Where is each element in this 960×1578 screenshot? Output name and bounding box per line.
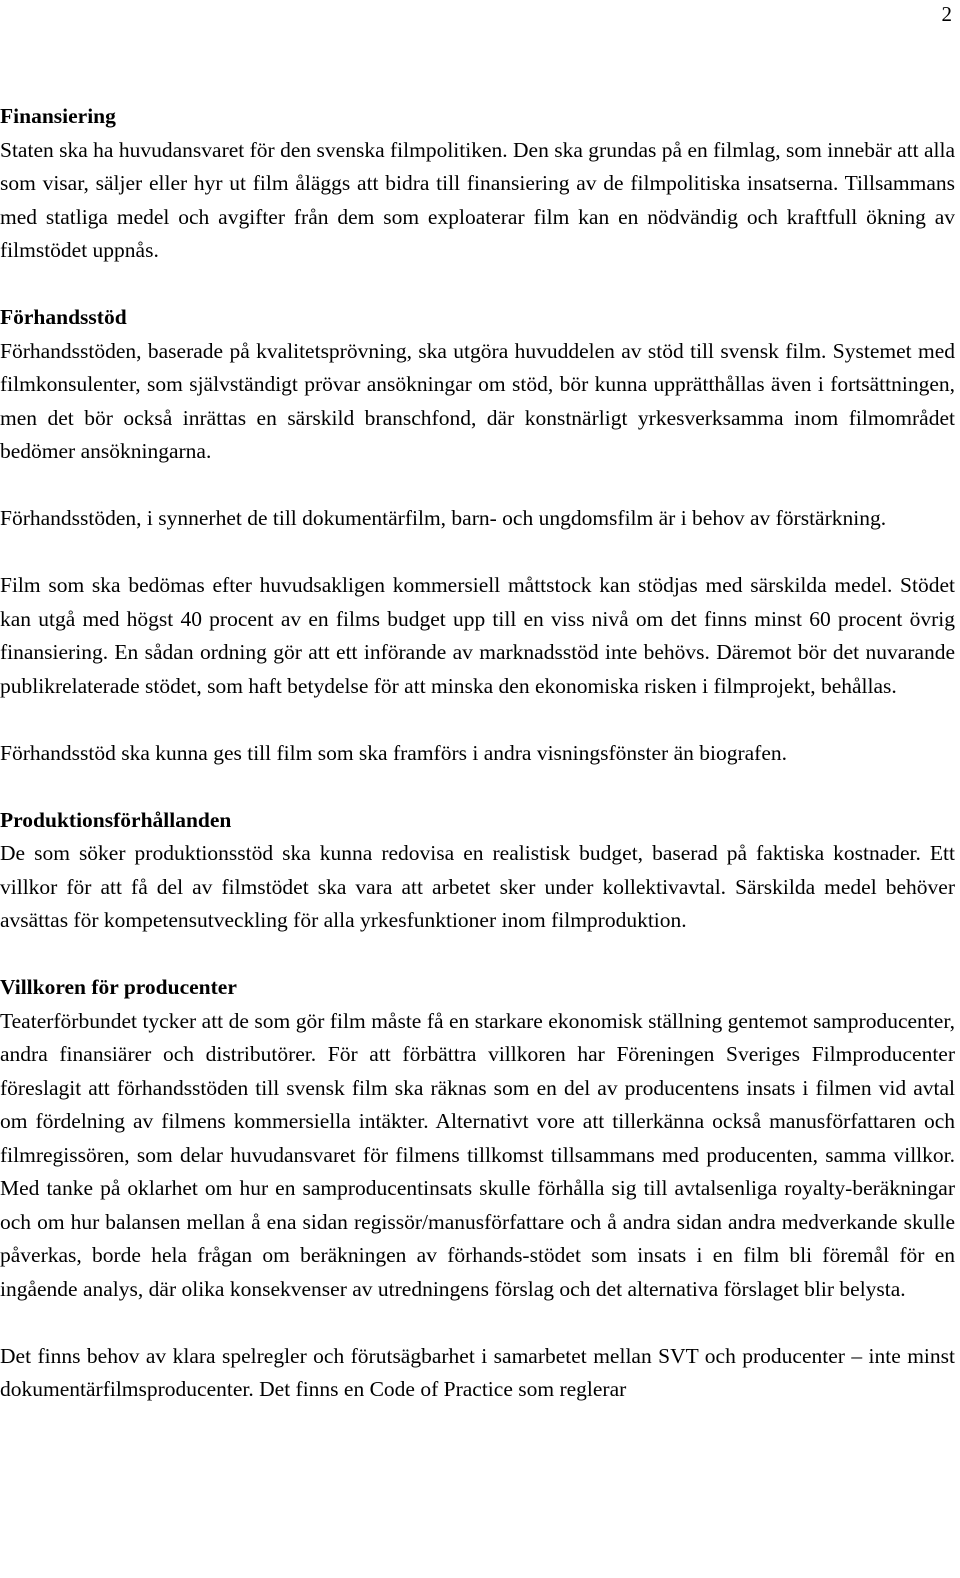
section-kommersiell-film — [0, 569, 955, 703]
section-heading: Förhandsstöd — [0, 305, 127, 329]
section-paragraph: Teaterförbundet tycker att de som gör film måste få en starkare ekonomisk ställning gentemot samproducenter, andra finansiärer och distributörer. För att förbättra villkoren har Föreningen Sveriges Filmproducenter föreslagit att förhandsstöden till svensk film ska räknas som en del av producentens insats i filmen vid avtal om fördelning av filmens kommersiella intäkter. Alternativt vore att tillerkänna också manusförfattaren och filmregissören, som delar huvudansvaret för filmens tillkomst tillsammans med producenten, samma villkor. Med tanke på oklarhet om hur en samproducentinsats skulle förhålla sig till avtalsenliga royalty-beräkningar och om hur balansen mellan å ena sidan regissör/manusförfattare och å andra sidan andra medverkande skulle påverkas, borde hela frågan om beräkningen av förhands-stödet som insats i en film bli föremål för en ingående analys, där olika konsekvenser av utredningens förslag och det alternativa förslaget blir belysta. — [0, 1008, 955, 1301]
section-visningsfonster — [0, 737, 955, 771]
section-paragraph: Förhandsstöd ska kunna ges till film som ska framförs i andra visningsfönster än biografen. — [0, 740, 787, 765]
section-paragraph: Film som ska bedömas efter huvudsakligen kommersiell måttstock kan stödjas med särskilda medel. Stödet kan utgå med högst 40 procent av en films budget upp till en viss nivå om det finns minst 60 procent övrig finansiering. En sådan ordning gör att ett införande av marknadsstöd inte behövs. Däremot bör det nuvarande publikrelaterade stödet, som haft betydelse för att minska den ekonomiska risken i filmprojekt, behållas. — [0, 573, 955, 698]
section-paragraph: Det finns behov av klara spelregler och förutsägbarhet i samarbetet mellan SVT och producenter – inte minst dokumentärfilmsproducenter. Det finns en Code of Practice som reglerar — [0, 1343, 955, 1401]
section-produktionsforhallanden — [0, 804, 955, 938]
section-villkoren-for-producenter — [0, 971, 955, 1306]
page-number: 2 — [941, 2, 952, 26]
section-paragraph: De som söker produktionsstöd ska kunna redovisa en realistisk budget, baserad på faktiska kostnader. Ett villkor för att få del av filmstödet ska vara att arbetet sker under kollektivavtal. Särskilda medel behöver avsättas för kompetensutveckling för alla yrkesfunktioner inom filmproduktion. — [0, 841, 955, 932]
section-heading: Finansiering — [0, 104, 116, 128]
section-paragraph: Staten ska ha huvudansvaret för den svenska filmpolitiken. Den ska grundas på en filmlag, som innebär att alla som visar, säljer eller hyr ut film åläggs att bidra till finansiering av de filmpolitiska insatserna. Tillsammans med statliga medel och avgifter från dem som exploaterar film kan en nödvändig och kraftfull ökning av filmstödet uppnås. — [0, 137, 955, 262]
section-paragraph: Förhandsstöden, baserade på kvalitetsprövning, ska utgöra huvuddelen av stöd till svensk film. Systemet med filmkonsulenter, som självständigt prövar ansökningar om stöd, bör kunna upprätthållas även i fortsättningen, men det bör också inrättas en särskild branschfond, där konstnärligt yrkesverksamma inom filmområdet bedömer ansökningarna. — [0, 338, 955, 463]
section-paragraph: Förhandsstöden, i synnerhet de till dokumentärfilm, barn- och ungdomsfilm är i behov av förstärkning. — [0, 506, 887, 530]
section-heading: Villkoren för producenter — [0, 975, 237, 999]
section-finansiering — [0, 100, 955, 268]
section-heading: Produktionsförhållanden — [0, 807, 232, 832]
section-svt-samarbete — [0, 1340, 955, 1407]
section-forhandsstod-forstarkning — [0, 502, 955, 536]
section-forhandsstod — [0, 301, 955, 469]
document-body — [0, 100, 955, 1440]
